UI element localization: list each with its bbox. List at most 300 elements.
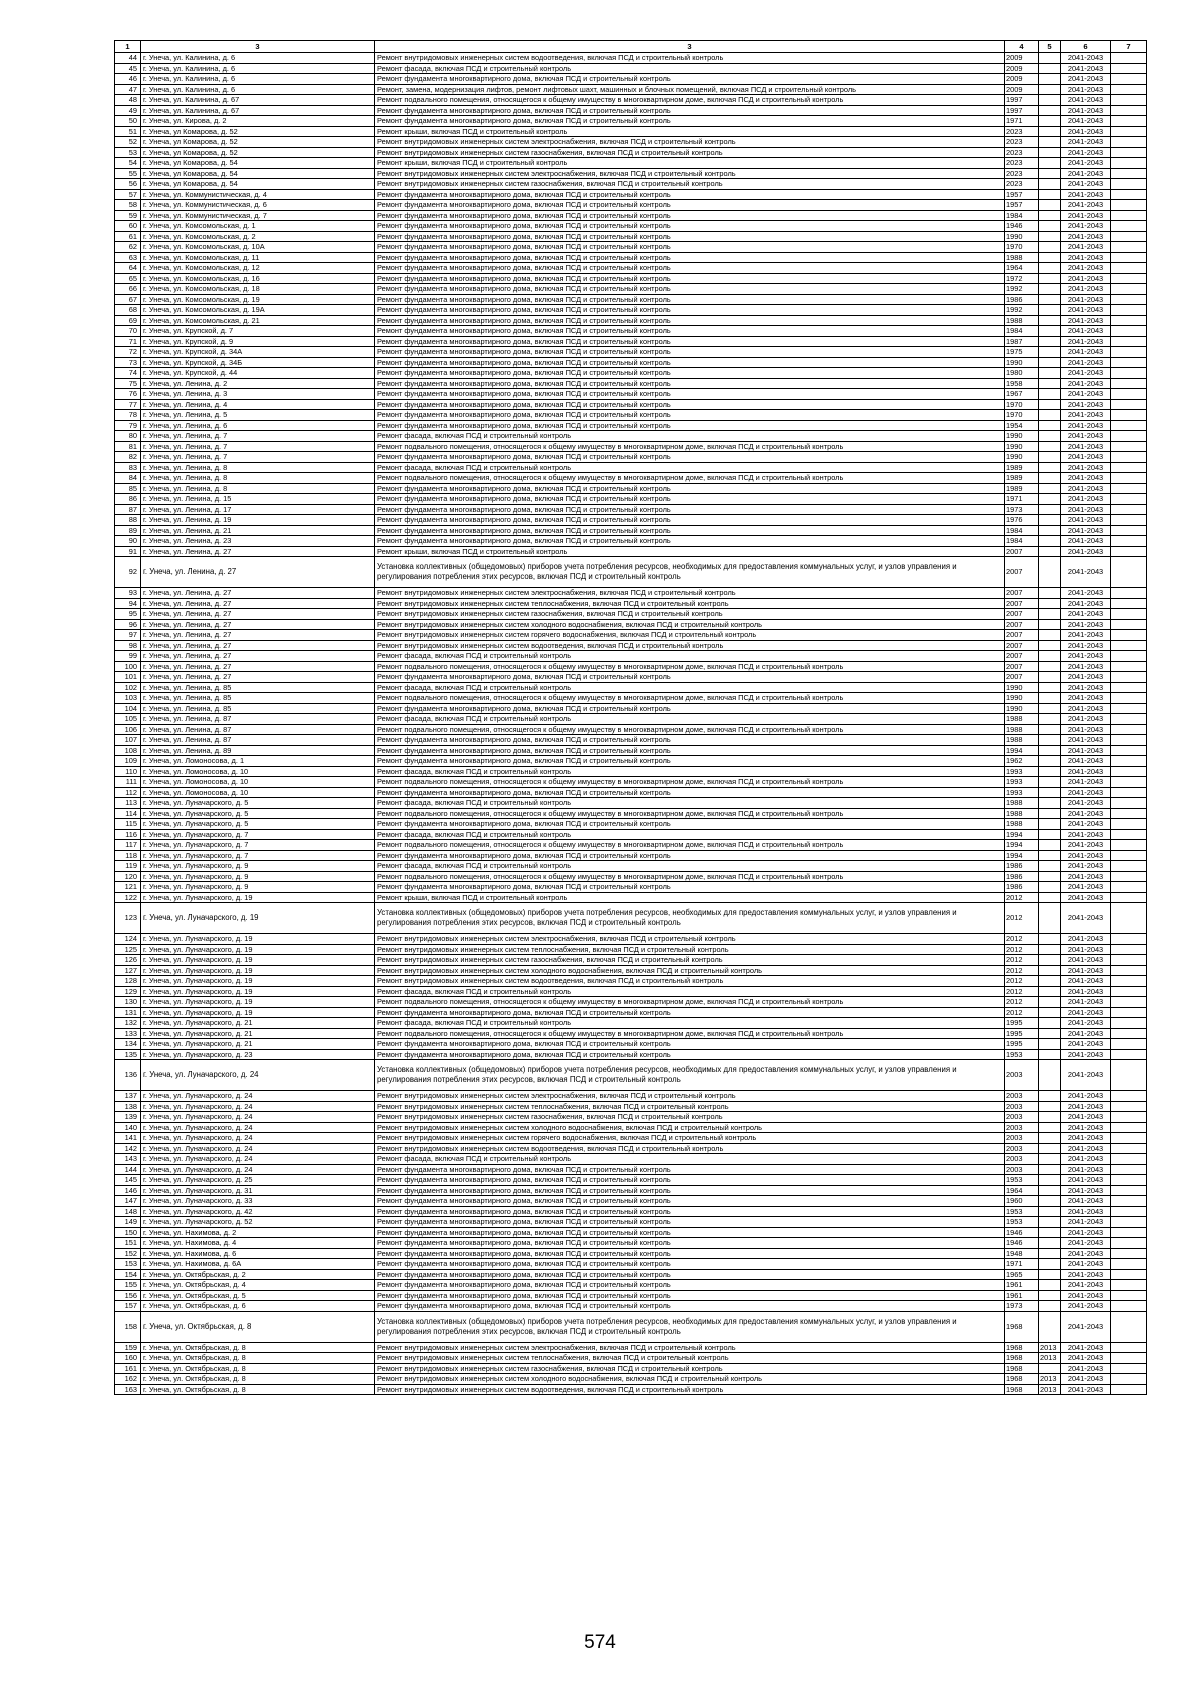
build-year-cell: 1984 — [1005, 210, 1039, 221]
address-cell: г. Унеча, ул. Ленина, д. 19 — [141, 515, 375, 526]
planned-period-cell: 2041-2043 — [1061, 126, 1111, 137]
note-cell — [1111, 252, 1147, 263]
table-row — [115, 976, 1147, 987]
table-row — [115, 1185, 1147, 1196]
last-repair-year-cell — [1039, 74, 1061, 85]
row-number-cell: 144 — [115, 1164, 141, 1175]
planned-period-cell: 2041-2043 — [1061, 84, 1111, 95]
table-row — [115, 1227, 1147, 1238]
row-number-cell: 136 — [115, 1060, 141, 1091]
row-number-cell: 145 — [115, 1175, 141, 1186]
last-repair-year-cell: 2013 — [1039, 1374, 1061, 1385]
table-row — [115, 745, 1147, 756]
planned-period-cell: 2041-2043 — [1061, 1091, 1111, 1102]
last-repair-year-cell — [1039, 1039, 1061, 1050]
work-description-cell: Ремонт фундамента многоквартирного дома, включая ПСД и строительный контроль — [375, 787, 1005, 798]
table-row — [115, 116, 1147, 127]
note-cell — [1111, 137, 1147, 148]
last-repair-year-cell — [1039, 1238, 1061, 1249]
header-row — [115, 41, 1147, 53]
note-cell — [1111, 965, 1147, 976]
note-cell — [1111, 777, 1147, 788]
note-cell — [1111, 515, 1147, 526]
note-cell — [1111, 1374, 1147, 1385]
work-description-cell: Ремонт фундамента многоквартирного дома, включая ПСД и строительный контроль — [375, 452, 1005, 463]
planned-period-cell: 2041-2043 — [1061, 1039, 1111, 1050]
build-year-cell: 2023 — [1005, 147, 1039, 158]
build-year-cell: 1973 — [1005, 1301, 1039, 1312]
work-description-cell: Ремонт фундамента многоквартирного дома, включая ПСД и строительный контроль — [375, 1248, 1005, 1259]
row-number-cell: 53 — [115, 147, 141, 158]
last-repair-year-cell — [1039, 1363, 1061, 1374]
work-description-cell: Ремонт крыши, включая ПСД и строительный контроль — [375, 126, 1005, 137]
address-cell: г. Унеча, ул. Комсомольская, д. 2 — [141, 231, 375, 242]
row-number-cell: 119 — [115, 861, 141, 872]
planned-period-cell: 2041-2043 — [1061, 147, 1111, 158]
planned-period-cell: 2041-2043 — [1061, 137, 1111, 148]
table-row — [115, 378, 1147, 389]
row-number-cell: 139 — [115, 1112, 141, 1123]
last-repair-year-cell — [1039, 473, 1061, 484]
build-year-cell: 1988 — [1005, 808, 1039, 819]
planned-period-cell: 2041-2043 — [1061, 1259, 1111, 1270]
build-year-cell: 1980 — [1005, 368, 1039, 379]
row-number-cell: 58 — [115, 200, 141, 211]
work-description-cell: Ремонт фасада, включая ПСД и строительный контроль — [375, 861, 1005, 872]
row-number-cell: 67 — [115, 294, 141, 305]
planned-period-cell: 2041-2043 — [1061, 630, 1111, 641]
last-repair-year-cell — [1039, 252, 1061, 263]
table-row — [115, 798, 1147, 809]
note-cell — [1111, 368, 1147, 379]
table-row — [115, 1196, 1147, 1207]
address-cell: г. Унеча, ул. Луначарского, д. 24 — [141, 1091, 375, 1102]
build-year-cell: 2023 — [1005, 158, 1039, 169]
planned-period-cell: 2041-2043 — [1061, 651, 1111, 662]
work-description-cell: Ремонт подвального помещения, относящегося к общему имуществу в многоквартирном доме, включая ПСД и строительный контроль — [375, 724, 1005, 735]
note-cell — [1111, 1060, 1147, 1091]
last-repair-year-cell — [1039, 1301, 1061, 1312]
row-number-cell: 48 — [115, 95, 141, 106]
table-row — [115, 105, 1147, 116]
row-number-cell: 162 — [115, 1374, 141, 1385]
planned-period-cell: 2041-2043 — [1061, 294, 1111, 305]
last-repair-year-cell — [1039, 263, 1061, 274]
planned-period-cell: 2041-2043 — [1061, 1301, 1111, 1312]
page-number: 574 — [584, 1632, 616, 1653]
work-description-cell: Ремонт фундамента многоквартирного дома, включая ПСД и строительный контроль — [375, 1217, 1005, 1228]
table-row — [115, 420, 1147, 431]
row-number-cell: 70 — [115, 326, 141, 337]
last-repair-year-cell — [1039, 756, 1061, 767]
address-cell: г. Унеча, ул. Луначарского, д. 21 — [141, 1028, 375, 1039]
planned-period-cell: 2041-2043 — [1061, 724, 1111, 735]
table-row — [115, 1363, 1147, 1374]
note-cell — [1111, 1164, 1147, 1175]
last-repair-year-cell: 2013 — [1039, 1342, 1061, 1353]
table-row — [115, 84, 1147, 95]
address-cell: г. Унеча, ул. Ленина, д. 8 — [141, 473, 375, 484]
note-cell — [1111, 84, 1147, 95]
build-year-cell: 1992 — [1005, 284, 1039, 295]
work-description-cell: Ремонт фундамента многоквартирного дома, включая ПСД и строительный контроль — [375, 252, 1005, 263]
address-cell: г. Унеча, ул. Ломоносова, д. 10 — [141, 766, 375, 777]
row-number-cell: 69 — [115, 315, 141, 326]
row-number-cell: 158 — [115, 1311, 141, 1342]
planned-period-cell: 2041-2043 — [1061, 861, 1111, 872]
last-repair-year-cell — [1039, 315, 1061, 326]
note-cell — [1111, 525, 1147, 536]
note-cell — [1111, 378, 1147, 389]
address-cell: г. Унеча, ул. Луначарского, д. 19 — [141, 1007, 375, 1018]
last-repair-year-cell — [1039, 1091, 1061, 1102]
table-row — [115, 1101, 1147, 1112]
last-repair-year-cell — [1039, 1227, 1061, 1238]
table-row — [115, 525, 1147, 536]
note-cell — [1111, 756, 1147, 767]
row-number-cell: 104 — [115, 703, 141, 714]
last-repair-year-cell — [1039, 598, 1061, 609]
planned-period-cell: 2041-2043 — [1061, 1363, 1111, 1374]
table-row — [115, 693, 1147, 704]
build-year-cell: 2003 — [1005, 1091, 1039, 1102]
note-cell — [1111, 357, 1147, 368]
work-description-cell: Ремонт внутридомовых инженерных систем электроснабжения, включая ПСД и строительный контроль — [375, 168, 1005, 179]
planned-period-cell: 2041-2043 — [1061, 672, 1111, 683]
planned-period-cell: 2041-2043 — [1061, 1384, 1111, 1395]
build-year-cell: 1968 — [1005, 1353, 1039, 1364]
build-year-cell: 1986 — [1005, 871, 1039, 882]
build-year-cell: 2007 — [1005, 546, 1039, 557]
last-repair-year-cell — [1039, 829, 1061, 840]
row-number-cell: 97 — [115, 630, 141, 641]
planned-period-cell: 2041-2043 — [1061, 95, 1111, 106]
build-year-cell: 2012 — [1005, 892, 1039, 903]
build-year-cell: 1995 — [1005, 1018, 1039, 1029]
address-cell: г. Унеча, ул. Ленина, д. 27 — [141, 661, 375, 672]
table-row — [115, 63, 1147, 74]
planned-period-cell: 2041-2043 — [1061, 892, 1111, 903]
planned-period-cell: 2041-2043 — [1061, 640, 1111, 651]
header-cell: 4 — [1005, 41, 1039, 53]
last-repair-year-cell — [1039, 1269, 1061, 1280]
table-row — [115, 1175, 1147, 1186]
table-row — [115, 1290, 1147, 1301]
table-row — [115, 1238, 1147, 1249]
build-year-cell: 1993 — [1005, 766, 1039, 777]
table-row — [115, 158, 1147, 169]
table-row — [115, 389, 1147, 400]
last-repair-year-cell — [1039, 819, 1061, 830]
address-cell: г. Унеча, ул. Октябрьская, д. 8 — [141, 1384, 375, 1395]
address-cell: г. Унеча, ул. Комсомольская, д. 19 — [141, 294, 375, 305]
note-cell — [1111, 1217, 1147, 1228]
address-cell: г. Унеча, ул. Комсомольская, д. 21 — [141, 315, 375, 326]
note-cell — [1111, 494, 1147, 505]
build-year-cell: 2012 — [1005, 965, 1039, 976]
row-number-cell: 147 — [115, 1196, 141, 1207]
work-description-cell: Ремонт внутридомовых инженерных систем электроснабжения, включая ПСД и строительный контроль — [375, 137, 1005, 148]
row-number-cell: 55 — [115, 168, 141, 179]
work-description-cell: Ремонт внутридомовых инженерных систем теплоснабжения, включая ПСД и строительный контроль — [375, 944, 1005, 955]
planned-period-cell: 2041-2043 — [1061, 273, 1111, 284]
work-description-cell: Ремонт фундамента многоквартирного дома, включая ПСД и строительный контроль — [375, 116, 1005, 127]
last-repair-year-cell — [1039, 1280, 1061, 1291]
address-cell: г. Унеча, ул. Ленина, д. 27 — [141, 651, 375, 662]
address-cell: г. Унеча, ул. Ленина, д. 85 — [141, 693, 375, 704]
note-cell — [1111, 1196, 1147, 1207]
row-number-cell: 63 — [115, 252, 141, 263]
table-row — [115, 934, 1147, 945]
table-row — [115, 619, 1147, 630]
work-description-cell: Ремонт фасада, включая ПСД и строительный контроль — [375, 798, 1005, 809]
note-cell — [1111, 1363, 1147, 1374]
address-cell: г. Унеча, ул. Калинина, д. 6 — [141, 74, 375, 85]
planned-period-cell: 2041-2043 — [1061, 1101, 1111, 1112]
last-repair-year-cell — [1039, 242, 1061, 253]
planned-period-cell: 2041-2043 — [1061, 263, 1111, 274]
last-repair-year-cell — [1039, 1133, 1061, 1144]
work-description-cell: Ремонт внутридомовых инженерных систем газоснабжения, включая ПСД и строительный контроль — [375, 1112, 1005, 1123]
table-row — [115, 368, 1147, 379]
work-description-cell: Ремонт фундамента многоквартирного дома, включая ПСД и строительный контроль — [375, 273, 1005, 284]
table-row — [115, 944, 1147, 955]
build-year-cell: 1986 — [1005, 861, 1039, 872]
work-description-cell: Ремонт фасада, включая ПСД и строительный контроль — [375, 1018, 1005, 1029]
planned-period-cell: 2041-2043 — [1061, 693, 1111, 704]
work-description-cell: Ремонт фундамента многоквартирного дома, включая ПСД и строительный контроль — [375, 231, 1005, 242]
last-repair-year-cell — [1039, 452, 1061, 463]
header-cell: 5 — [1039, 41, 1061, 53]
planned-period-cell: 2041-2043 — [1061, 903, 1111, 934]
row-number-cell: 118 — [115, 850, 141, 861]
last-repair-year-cell — [1039, 231, 1061, 242]
build-year-cell: 1990 — [1005, 357, 1039, 368]
table-row — [115, 137, 1147, 148]
planned-period-cell: 2041-2043 — [1061, 483, 1111, 494]
table-row — [115, 1122, 1147, 1133]
table-row — [115, 147, 1147, 158]
note-cell — [1111, 766, 1147, 777]
table-row — [115, 1374, 1147, 1385]
row-number-cell: 44 — [115, 53, 141, 64]
work-description-cell: Ремонт внутридомовых инженерных систем газоснабжения, включая ПСД и строительный контроль — [375, 955, 1005, 966]
address-cell: г. Унеча, ул Комарова, д. 54 — [141, 168, 375, 179]
last-repair-year-cell — [1039, 588, 1061, 599]
table-row — [115, 1018, 1147, 1029]
row-number-cell: 87 — [115, 504, 141, 515]
note-cell — [1111, 986, 1147, 997]
build-year-cell: 1990 — [1005, 703, 1039, 714]
planned-period-cell: 2041-2043 — [1061, 1049, 1111, 1060]
table-row — [115, 284, 1147, 295]
build-year-cell: 1984 — [1005, 326, 1039, 337]
note-cell — [1111, 1311, 1147, 1342]
table-row — [115, 1259, 1147, 1270]
planned-period-cell: 2041-2043 — [1061, 850, 1111, 861]
address-cell: г. Унеча, ул. Ленина, д. 27 — [141, 546, 375, 557]
row-number-cell: 142 — [115, 1143, 141, 1154]
note-cell — [1111, 347, 1147, 358]
table-row — [115, 1311, 1147, 1342]
table-row — [115, 231, 1147, 242]
build-year-cell: 1989 — [1005, 462, 1039, 473]
work-description-cell: Ремонт внутридомовых инженерных систем горячего водоснабжения, включая ПСД и строительный контроль — [375, 1133, 1005, 1144]
build-year-cell: 1971 — [1005, 116, 1039, 127]
note-cell — [1111, 1143, 1147, 1154]
table-row — [115, 892, 1147, 903]
last-repair-year-cell — [1039, 368, 1061, 379]
table-row — [115, 787, 1147, 798]
note-cell — [1111, 221, 1147, 232]
table-row — [115, 347, 1147, 358]
planned-period-cell: 2041-2043 — [1061, 1248, 1111, 1259]
row-number-cell: 116 — [115, 829, 141, 840]
row-number-cell: 72 — [115, 347, 141, 358]
work-description-cell: Ремонт, замена, модернизация лифтов, ремонт лифтовых шахт, машинных и блочных помещений, включая ПСД и строительный контроль — [375, 84, 1005, 95]
build-year-cell: 1971 — [1005, 1259, 1039, 1270]
last-repair-year-cell — [1039, 1101, 1061, 1112]
row-number-cell: 59 — [115, 210, 141, 221]
table-row — [115, 1039, 1147, 1050]
row-number-cell: 152 — [115, 1248, 141, 1259]
row-number-cell: 89 — [115, 525, 141, 536]
address-cell: г. Унеча, ул. Луначарского, д. 24 — [141, 1060, 375, 1091]
note-cell — [1111, 1301, 1147, 1312]
last-repair-year-cell — [1039, 1112, 1061, 1123]
row-number-cell: 80 — [115, 431, 141, 442]
work-description-cell: Ремонт внутридомовых инженерных систем водоотведения, включая ПСД и строительный контроль — [375, 640, 1005, 651]
last-repair-year-cell — [1039, 126, 1061, 137]
build-year-cell: 2003 — [1005, 1154, 1039, 1165]
note-cell — [1111, 1018, 1147, 1029]
last-repair-year-cell — [1039, 273, 1061, 284]
build-year-cell: 1957 — [1005, 189, 1039, 200]
work-description-cell: Ремонт фасада, включая ПСД и строительный контроль — [375, 462, 1005, 473]
table-row — [115, 294, 1147, 305]
planned-period-cell: 2041-2043 — [1061, 1353, 1111, 1364]
last-repair-year-cell — [1039, 766, 1061, 777]
address-cell: г. Унеча, ул. Калинина, д. 6 — [141, 63, 375, 74]
note-cell — [1111, 1028, 1147, 1039]
note-cell — [1111, 147, 1147, 158]
row-number-cell: 100 — [115, 661, 141, 672]
note-cell — [1111, 735, 1147, 746]
table-row — [115, 882, 1147, 893]
row-number-cell: 45 — [115, 63, 141, 74]
address-cell: г. Унеча, ул. Комсомольская, д. 19А — [141, 305, 375, 316]
row-number-cell: 108 — [115, 745, 141, 756]
note-cell — [1111, 74, 1147, 85]
work-description-cell: Ремонт внутридомовых инженерных систем газоснабжения, включая ПСД и строительный контроль — [375, 179, 1005, 190]
note-cell — [1111, 1280, 1147, 1291]
planned-period-cell: 2041-2043 — [1061, 399, 1111, 410]
build-year-cell: 1953 — [1005, 1206, 1039, 1217]
planned-period-cell: 2041-2043 — [1061, 452, 1111, 463]
row-number-cell: 84 — [115, 473, 141, 484]
build-year-cell: 1962 — [1005, 756, 1039, 767]
address-cell: г. Унеча, ул. Луначарского, д. 9 — [141, 882, 375, 893]
work-description-cell: Ремонт подвального помещения, относящегося к общему имуществу в многоквартирном доме, включая ПСД и строительный контроль — [375, 1028, 1005, 1039]
work-description-cell: Ремонт фундамента многоквартирного дома, включая ПСД и строительный контроль — [375, 1196, 1005, 1207]
last-repair-year-cell — [1039, 640, 1061, 651]
planned-period-cell: 2041-2043 — [1061, 1342, 1111, 1353]
note-cell — [1111, 1206, 1147, 1217]
planned-period-cell: 2041-2043 — [1061, 116, 1111, 127]
table-row — [115, 651, 1147, 662]
build-year-cell: 2007 — [1005, 640, 1039, 651]
work-description-cell: Ремонт фундамента многоквартирного дома, включая ПСД и строительный контроль — [375, 326, 1005, 337]
address-cell: г. Унеча, ул. Луначарского, д. 19 — [141, 997, 375, 1008]
last-repair-year-cell — [1039, 955, 1061, 966]
last-repair-year-cell — [1039, 147, 1061, 158]
row-number-cell: 163 — [115, 1384, 141, 1395]
work-description-cell: Ремонт внутридомовых инженерных систем теплоснабжения, включая ПСД и строительный контроль — [375, 1101, 1005, 1112]
build-year-cell: 2007 — [1005, 630, 1039, 641]
address-cell: г. Унеча, ул. Ленина, д. 87 — [141, 735, 375, 746]
note-cell — [1111, 693, 1147, 704]
note-cell — [1111, 1112, 1147, 1123]
note-cell — [1111, 200, 1147, 211]
note-cell — [1111, 1227, 1147, 1238]
note-cell — [1111, 944, 1147, 955]
last-repair-year-cell — [1039, 326, 1061, 337]
row-number-cell: 76 — [115, 389, 141, 400]
table-row — [115, 598, 1147, 609]
planned-period-cell: 2041-2043 — [1061, 368, 1111, 379]
last-repair-year-cell — [1039, 1049, 1061, 1060]
build-year-cell: 2007 — [1005, 661, 1039, 672]
table-row — [115, 672, 1147, 683]
table-row — [115, 336, 1147, 347]
table-row — [115, 756, 1147, 767]
address-cell: г. Унеча, ул. Луначарского, д. 33 — [141, 1196, 375, 1207]
address-cell: г. Унеча, ул. Луначарского, д. 24 — [141, 1112, 375, 1123]
note-cell — [1111, 724, 1147, 735]
row-number-cell: 61 — [115, 231, 141, 242]
work-description-cell: Ремонт фундамента многоквартирного дома, включая ПСД и строительный контроль — [375, 525, 1005, 536]
planned-period-cell: 2041-2043 — [1061, 986, 1111, 997]
table-row — [115, 1112, 1147, 1123]
work-description-cell: Ремонт фундамента многоквартирного дома, включая ПСД и строительный контроль — [375, 357, 1005, 368]
build-year-cell: 1988 — [1005, 724, 1039, 735]
work-description-cell: Ремонт внутридомовых инженерных систем холодного водоснабжения, включая ПСД и строительный контроль — [375, 1374, 1005, 1385]
work-description-cell: Ремонт подвального помещения, относящегося к общему имуществу в многоквартирном доме, включая ПСД и строительный контроль — [375, 693, 1005, 704]
row-number-cell: 79 — [115, 420, 141, 431]
work-description-cell: Ремонт фундамента многоквартирного дома, включая ПСД и строительный контроль — [375, 74, 1005, 85]
last-repair-year-cell — [1039, 777, 1061, 788]
row-number-cell: 71 — [115, 336, 141, 347]
address-cell: г. Унеча, ул. Ленина, д. 27 — [141, 609, 375, 620]
table-row — [115, 1280, 1147, 1291]
note-cell — [1111, 672, 1147, 683]
table-row — [115, 242, 1147, 253]
build-year-cell: 2009 — [1005, 84, 1039, 95]
last-repair-year-cell — [1039, 536, 1061, 547]
address-cell: г. Унеча, ул. Ленина, д. 27 — [141, 672, 375, 683]
table-row — [115, 1353, 1147, 1364]
note-cell — [1111, 861, 1147, 872]
row-number-cell: 137 — [115, 1091, 141, 1102]
last-repair-year-cell — [1039, 745, 1061, 756]
work-description-cell: Ремонт фундамента многоквартирного дома, включая ПСД и строительный контроль — [375, 1049, 1005, 1060]
build-year-cell: 1964 — [1005, 1185, 1039, 1196]
last-repair-year-cell — [1039, 189, 1061, 200]
work-description-cell: Ремонт внутридомовых инженерных систем газоснабжения, включая ПСД и строительный контроль — [375, 147, 1005, 158]
address-cell: г. Унеча, ул. Нахимова, д. 2 — [141, 1227, 375, 1238]
table-row — [115, 263, 1147, 274]
table-row — [115, 1206, 1147, 1217]
